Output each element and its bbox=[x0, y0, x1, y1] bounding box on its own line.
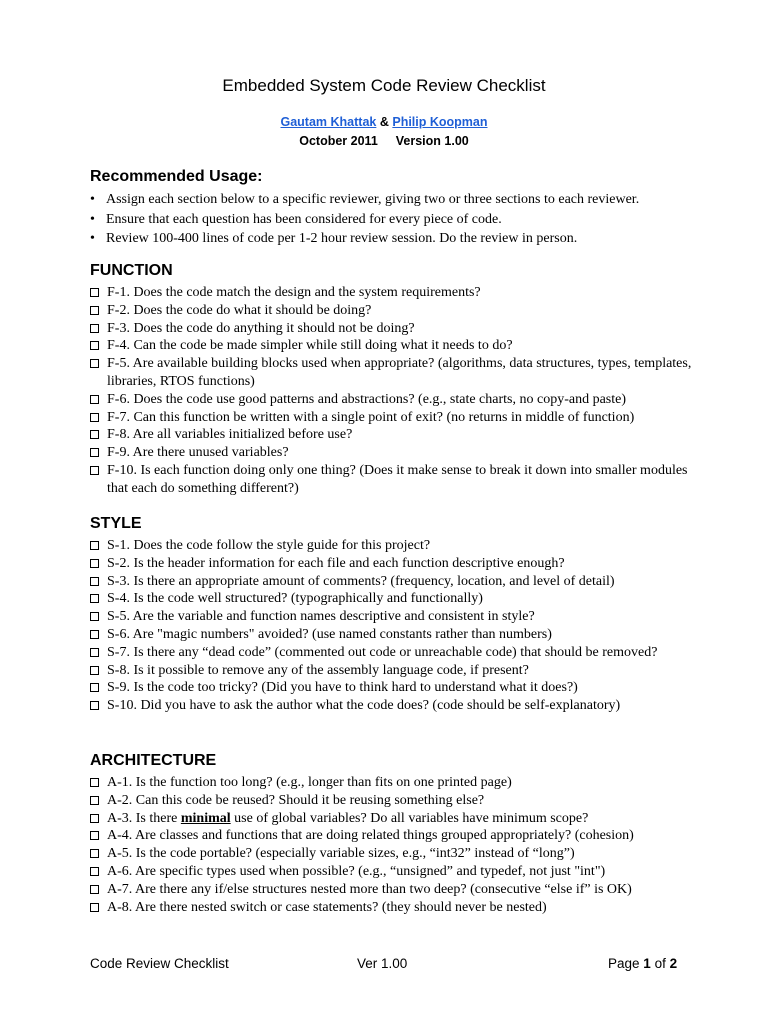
checklist-item-text: S-4. Is the code well structured? (typographically and functionally) bbox=[107, 591, 483, 607]
checklist-item-text: S-8. Is it possible to remove any of the assembly language code, if present? bbox=[107, 662, 529, 678]
checklist-item bbox=[90, 320, 710, 338]
checklist-item-text: F-5. Are available building blocks used when appropriate? (algorithms, data structures, types, templates, libraries, RTOS functions) bbox=[107, 356, 692, 389]
checklist-item-text: A-7. Are there any if/else structures nested more than two deep? (consecutive “else if” is OK) bbox=[107, 881, 632, 897]
checklist-item bbox=[90, 863, 710, 881]
checklist-item bbox=[90, 391, 710, 409]
checkbox-icon[interactable] bbox=[90, 885, 99, 894]
bullet-icon: • bbox=[90, 231, 95, 246]
checklist-item-text: S-2. Is the header information for each file and each function descriptive enough? bbox=[107, 555, 565, 571]
checklist-item-text: S-7. Is there any “dead code” (commented out code or unreachable code) that should be removed? bbox=[107, 644, 658, 660]
page-of: of bbox=[654, 956, 666, 971]
checklist-item bbox=[90, 697, 710, 715]
checklist-item bbox=[90, 679, 710, 697]
checklist-item-text: F-4. Can the code be made simpler while still doing what it needs to do? bbox=[107, 338, 513, 354]
usage-item-text: Ensure that each question has been considered for every piece of code. bbox=[106, 211, 502, 227]
checklist-item-text: A-4. Are classes and functions that are doing related things grouped appropriately? (cohesion) bbox=[107, 828, 634, 844]
checklist-item-text bbox=[107, 811, 588, 826]
checkbox-icon[interactable] bbox=[90, 831, 99, 840]
checkbox-icon[interactable] bbox=[90, 778, 99, 787]
checklist-item bbox=[90, 462, 710, 498]
checklist-item-text: A-2. Can this code be reused? Should it be reusing something else? bbox=[107, 792, 485, 808]
checklist-item bbox=[90, 845, 710, 863]
checklist-item bbox=[90, 644, 710, 662]
checkbox-icon[interactable] bbox=[90, 341, 99, 350]
usage-section bbox=[90, 167, 710, 249]
checklist-item-text: A-8. Are there nested switch or case statements? (they should never be nested) bbox=[107, 899, 547, 915]
item-text-prefix: A-3. Is there bbox=[107, 810, 181, 826]
checkbox-icon[interactable] bbox=[90, 359, 99, 368]
checklist-item bbox=[90, 555, 710, 573]
checklist-item-text: A-1. Is the function too long? (e.g., longer than fits on one printed page) bbox=[107, 775, 512, 790]
checklist-item-text: F-1. Does the code match the design and the system requirements? bbox=[107, 285, 481, 300]
footer-version: Ver 1.00 bbox=[357, 956, 408, 971]
checkbox-icon[interactable] bbox=[90, 395, 99, 404]
checklist-item-text: S-6. Are "magic numbers" avoided? (use named constants rather than numbers) bbox=[107, 626, 552, 642]
document-date: October 2011 bbox=[299, 134, 378, 148]
checklist-item bbox=[90, 899, 710, 917]
checklist-item bbox=[90, 355, 710, 391]
checkbox-icon[interactable] bbox=[90, 413, 99, 422]
checklist-item-text: S-10. Did you have to ask the author what the code does? (code should be self-explanatory) bbox=[107, 698, 621, 714]
checkbox-icon[interactable] bbox=[90, 648, 99, 657]
checkbox-icon[interactable] bbox=[90, 796, 99, 805]
checklist-item bbox=[90, 409, 710, 427]
footer-page-number bbox=[608, 956, 677, 971]
checkbox-icon[interactable] bbox=[90, 666, 99, 675]
checkbox-icon[interactable] bbox=[90, 630, 99, 639]
checklist-item bbox=[90, 302, 710, 320]
checklist-item bbox=[90, 573, 710, 591]
architecture-checklist bbox=[90, 774, 710, 916]
checklist-item-text: F-9. Are there unused variables? bbox=[107, 445, 289, 461]
function-checklist bbox=[90, 284, 710, 498]
checklist-item bbox=[90, 662, 710, 680]
usage-item bbox=[90, 210, 710, 230]
function-heading: FUNCTION bbox=[90, 262, 173, 279]
checklist-item-text: A-6. Are specific types used when possible? (e.g., “unsigned” and typedef, not just "int") bbox=[107, 863, 606, 879]
checklist-item bbox=[90, 426, 710, 444]
document-version: Version 1.00 bbox=[395, 134, 469, 148]
style-section bbox=[90, 514, 710, 715]
checkbox-icon[interactable] bbox=[90, 559, 99, 568]
checklist-item bbox=[90, 337, 710, 355]
checklist-item-text: S-5. Are the variable and function names descriptive and consistent in style? bbox=[107, 609, 535, 625]
style-heading: STYLE bbox=[90, 515, 142, 532]
usage-item bbox=[90, 190, 710, 210]
checklist-item-text: S-1. Does the code follow the style guide for this project? bbox=[107, 538, 431, 553]
author-separator: & bbox=[379, 115, 389, 129]
page-current: 1 bbox=[643, 956, 651, 971]
usage-list bbox=[90, 190, 710, 249]
author-link-koopman[interactable]: Philip Koopman bbox=[392, 115, 488, 129]
author-link-khattak[interactable]: Gautam Khattak bbox=[280, 115, 377, 129]
checkbox-icon[interactable] bbox=[90, 814, 99, 823]
footer-document-name: Code Review Checklist bbox=[90, 956, 229, 971]
checkbox-icon[interactable] bbox=[90, 288, 99, 297]
checklist-item bbox=[90, 284, 710, 302]
page-label: Page bbox=[608, 956, 640, 971]
date-version-line bbox=[0, 134, 768, 148]
usage-heading: Recommended Usage: bbox=[90, 168, 263, 185]
architecture-section bbox=[90, 751, 710, 916]
checkbox-icon[interactable] bbox=[90, 612, 99, 621]
item-text-suffix: use of global variables? Do all variables have minimum scope? bbox=[230, 810, 589, 826]
checklist-item-text: S-9. Is the code too tricky? (Did you have to think hard to understand what it does?) bbox=[107, 680, 578, 696]
style-checklist bbox=[90, 537, 710, 715]
usage-item bbox=[90, 229, 710, 249]
checklist-item-text: S-3. Is there an appropriate amount of comments? (frequency, location, and level of detail) bbox=[107, 573, 615, 589]
usage-item-text: Review 100-400 lines of code per 1-2 hour review session. Do the review in person. bbox=[106, 231, 578, 246]
bullet-icon: • bbox=[90, 211, 95, 227]
checkbox-icon[interactable] bbox=[90, 594, 99, 603]
checkbox-icon[interactable] bbox=[90, 849, 99, 858]
checkbox-icon[interactable] bbox=[90, 867, 99, 876]
checklist-item bbox=[90, 537, 710, 555]
checkbox-icon[interactable] bbox=[90, 306, 99, 315]
usage-item-text: Assign each section below to a specific reviewer, giving two or three sections to each reviewer. bbox=[106, 192, 640, 207]
checklist-item bbox=[90, 810, 710, 828]
checkbox-icon[interactable] bbox=[90, 903, 99, 912]
checklist-item-text: A-5. Is the code portable? (especially variable sizes, e.g., “int32” instead of “long”) bbox=[107, 846, 575, 862]
checklist-item bbox=[90, 626, 710, 644]
checklist-item-text: F-7. Can this function be written with a single point of exit? (no returns in middle of function) bbox=[107, 409, 635, 425]
checkbox-icon[interactable] bbox=[90, 701, 99, 710]
checkbox-icon[interactable] bbox=[90, 466, 99, 475]
architecture-heading: ARCHITECTURE bbox=[90, 752, 217, 769]
checkbox-icon[interactable] bbox=[90, 430, 99, 439]
checkbox-icon[interactable] bbox=[90, 683, 99, 692]
page-total: 2 bbox=[669, 956, 678, 971]
checklist-item bbox=[90, 792, 710, 810]
checklist-item-text: F-10. Is each function doing only one thing? (Does it make sense to break it down into smaller modules that each do something different?) bbox=[107, 462, 688, 496]
checkbox-icon[interactable] bbox=[90, 324, 99, 333]
bullet-icon: • bbox=[90, 192, 95, 207]
checklist-item bbox=[90, 881, 710, 899]
checkbox-icon[interactable] bbox=[90, 541, 99, 550]
checklist-item bbox=[90, 444, 710, 462]
function-section bbox=[90, 261, 710, 498]
checklist-item-text: F-2. Does the code do what it should be doing? bbox=[107, 302, 372, 318]
checklist-item bbox=[90, 774, 710, 792]
document-title: Embedded System Code Review Checklist bbox=[222, 76, 546, 95]
emphasized-word: minimal bbox=[180, 810, 231, 826]
authors-line bbox=[0, 115, 768, 129]
checklist-item bbox=[90, 590, 710, 608]
checklist-item-text: F-8. Are all variables initialized before use? bbox=[107, 427, 353, 443]
checklist-item-text: F-3. Does the code do anything it should not be doing? bbox=[107, 320, 415, 336]
checklist-item-text: F-6. Does the code use good patterns and abstractions? (e.g., state charts, no copy-and paste) bbox=[107, 391, 627, 407]
checkbox-icon[interactable] bbox=[90, 448, 99, 457]
checkbox-icon[interactable] bbox=[90, 577, 99, 586]
checklist-item bbox=[90, 827, 710, 845]
checklist-item bbox=[90, 608, 710, 626]
